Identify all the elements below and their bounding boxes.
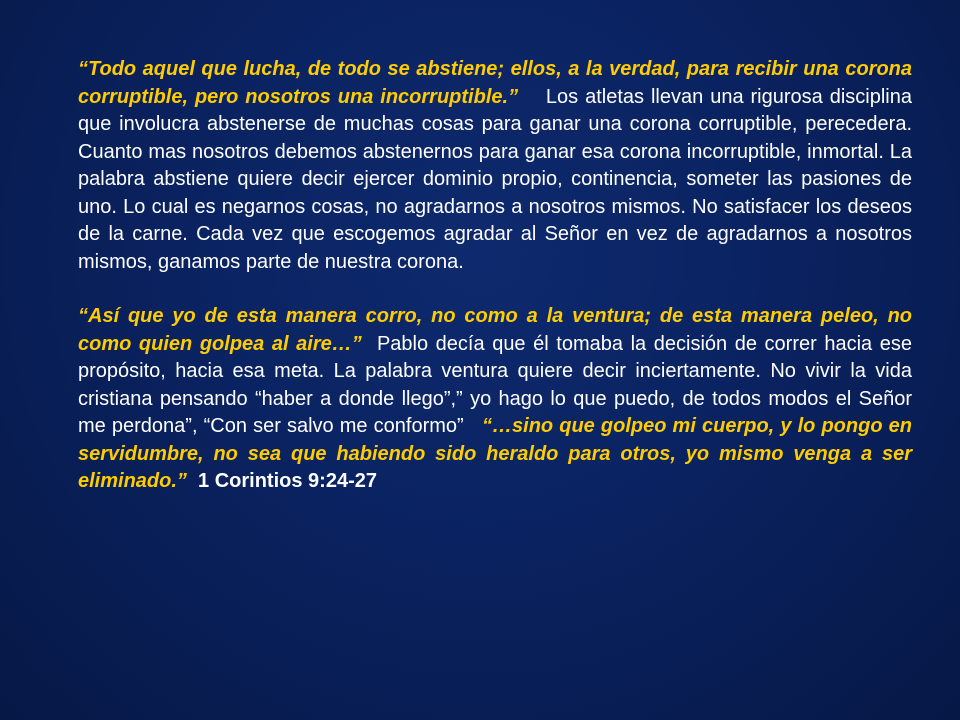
commentary-text: Los atletas llevan una rigurosa disciplina que involucra abstenerse de muchas cosas para ganar una corona corruptible, perecedera. Cuanto mas nosotros debemos abstenernos para ganar esa corona incorruptible, inmortal. La palabra abstiene quiere decir ejercer dominio propio, continencia, someter las pasiones de uno. Lo cual es negarnos cosas, no agradarnos a nosotros mismos. No satisfacer los deseos de la carne. Cada vez que escogemos agradar al Señor en vez de agradarnos a nosotros mismos, ganamos parte de nuestra corona. — [78, 85, 912, 273]
scripture-quote: “Todo aquel que lucha, de todo se abstiene; ellos, a la verdad, para recibir una corona corruptible, pero nosotros una incorruptible.” — [78, 58, 912, 108]
commentary-text: Pablo decía que él tomaba la decisión de correr hacia ese propósito, hacia esa meta. La palabra ventura quiere decir inciertamente. No vivir la vida cristiana pensando “haber a donde llego”,” yo hago lo que puedo, de todos modos el Señor me perdona”, “Con ser salvo me conformo” — [78, 332, 913, 437]
scripture-quote: “…sino que golpeo mi cuerpo, y lo pongo en servidumbre, no sea que habiendo sido heraldo para otros, yo mismo venga a ser eliminado.” — [78, 415, 912, 492]
scripture-quote: “Así que yo de esta manera corro, no como a la ventura; de esta manera peleo, no como quien golpea al aire…” — [78, 305, 912, 355]
slide-text-block — [78, 56, 912, 496]
paragraph-2 — [78, 303, 912, 496]
bible-reference: 1 Corintios 9:24-27 — [198, 470, 377, 492]
paragraph-1 — [78, 56, 912, 276]
